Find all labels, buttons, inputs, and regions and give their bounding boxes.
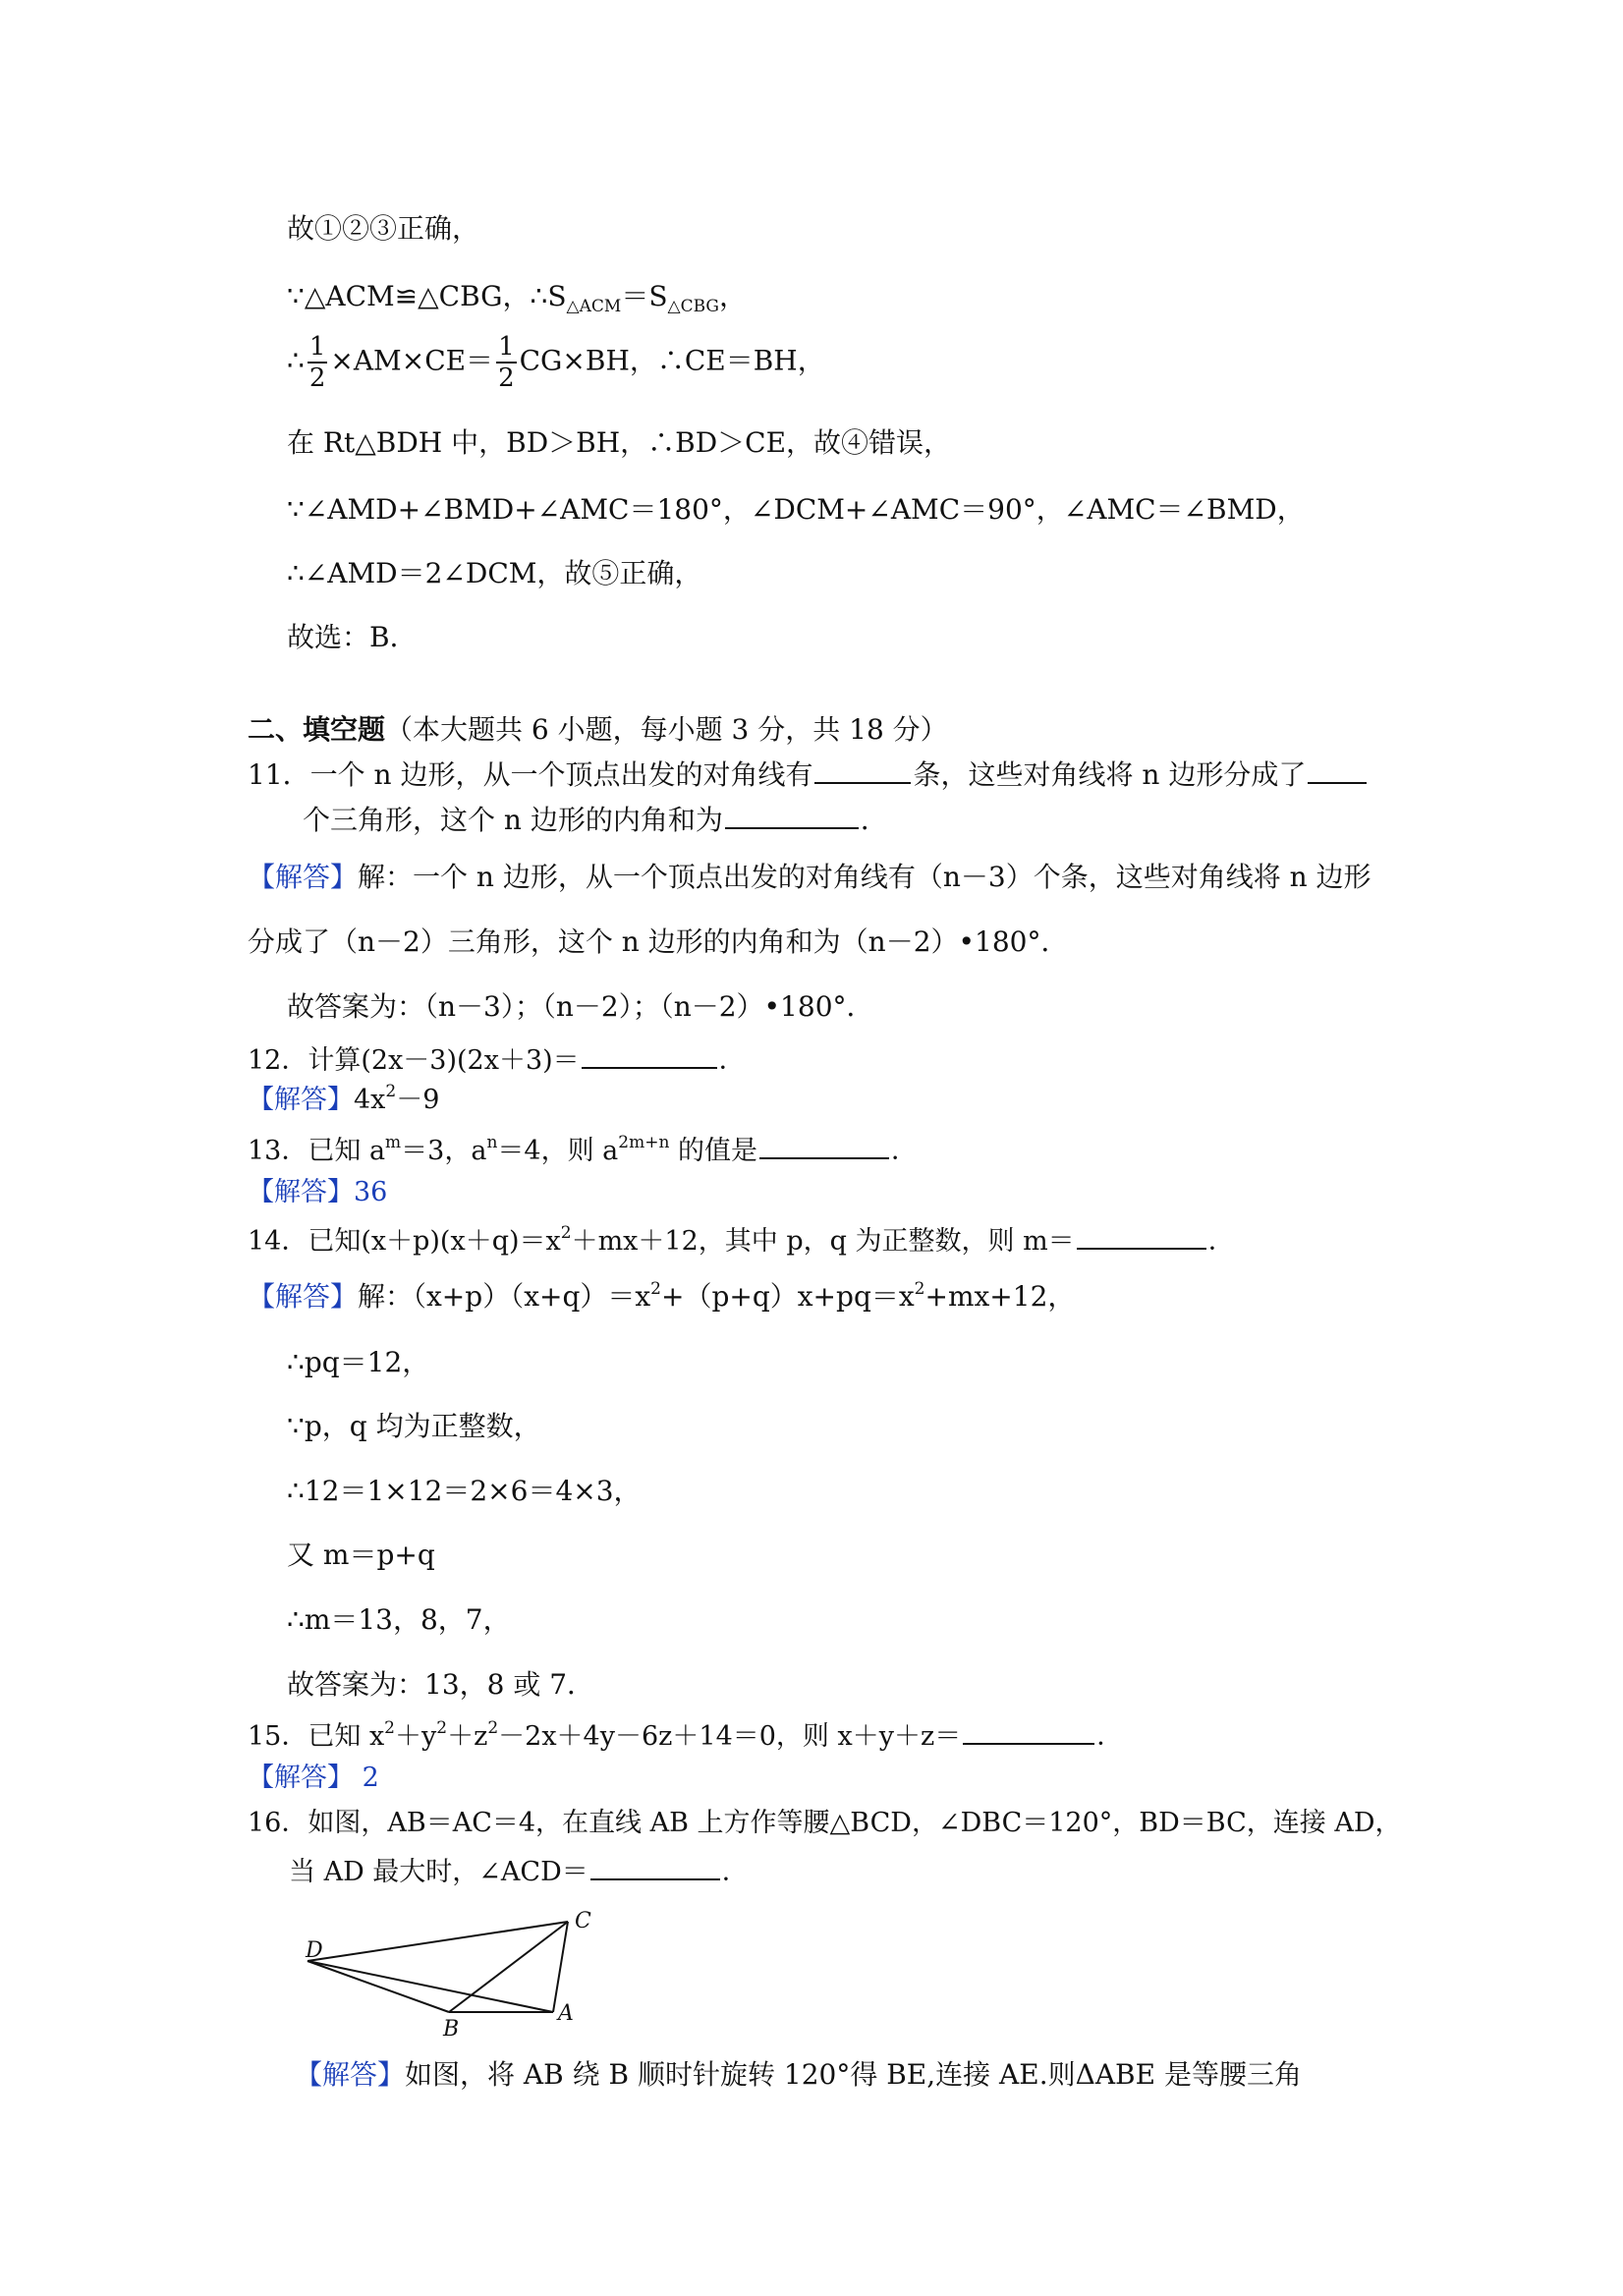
answer-14-line: ∴pq＝12，: [287, 1346, 430, 1378]
solution-line: 故选：B．: [287, 621, 418, 653]
question-14: 14．已知$(x+p)(x+q)=x^2+mx+12$，其中 p，q 为正整数，则 m＝ ．: [248, 1220, 1235, 1260]
answer-16: 【解答】如图，将 AB 绕 B 顺时针旋转 120°得 BE,连接 AE.则ΔABE 是等腰三角: [295, 2058, 1302, 2091]
solution-line: ∵△ACM≌△CBG，$\therefore S_{\triangle ACM}=S_{\triangle CBG}$，: [287, 280, 747, 316]
answer-14: 【解答】解：$(x+p)(x+q)=x^2+(p+q)x+pq=x^2+mx+12$，: [248, 1279, 1076, 1313]
answer-11-final: 故答案为：（n－3）；（n－2）；（n－2）•180°．: [287, 990, 874, 1023]
answer-14-line: ∴m＝13，8，7，: [287, 1603, 511, 1636]
fraction: $\frac{1}{2}$: [498, 332, 515, 393]
solution-line: ∴∠AMD＝2∠DCM，故⑤正确，: [287, 557, 702, 589]
solution-line: 故①②③正确，: [287, 212, 480, 245]
answer-14-line: 又 m＝p+q: [287, 1539, 435, 1571]
answer-14-line: ∵p，q 均为正整数，: [287, 1410, 541, 1442]
segment-DC: [308, 1922, 568, 1961]
answer-15: 【解答】 2: [248, 1763, 379, 1793]
answer-14-final: 故答案为：13，8 或 7．: [287, 1668, 595, 1701]
solution-line: ∴ $\frac{1}{2}$ ×AM×CE＝ $\frac{1}{2}$ CG×BH，∴CE＝BH，: [287, 332, 825, 393]
answer-14-line: ∴12＝1×12＝2×6＝4×3，: [287, 1475, 642, 1507]
solution-line: 在 Rt△BDH 中，BD＞BH，∴BD＞CE，故④错误，: [287, 426, 952, 459]
point-label-D: D: [306, 1938, 323, 1963]
question-12: 12．计算(2x－3)(2x＋3)＝ ．: [248, 1039, 746, 1079]
answer-11-cont: 分成了（n－2）三角形，这个 n 边形的内角和为（n－2）•180°．: [248, 925, 1069, 958]
question-16: 16．如图，AB＝AC＝4，在直线 AB 上方作等腰△BCD，∠DBC＝120°，BD＝BC，连接 AD，: [248, 1808, 1402, 1838]
question-13: 13．已知 $a^m=3$，$a^n=4$，则 $a^{2m+n}$ 的值是 ．: [248, 1130, 918, 1169]
answer-13: 【解答】36: [248, 1177, 388, 1207]
triangle-figure: [291, 1908, 605, 2041]
segment-AC: [553, 1922, 568, 2012]
point-label-C: C: [575, 1909, 591, 1933]
question-15: 15．已知 $x^2+y^2+z^2-2x+4y-6z+14=0$，则 x＋y＋z＝ ．: [248, 1715, 1123, 1755]
solution-line: ∵∠AMD+∠BMD+∠AMC＝180°，∠DCM+∠AMC＝90°，∠AMC＝∠BMD，: [287, 493, 1305, 526]
fraction: $\frac{1}{2}$: [308, 332, 326, 393]
segment-BC: [449, 1922, 568, 2012]
section-heading: 二、填空题（本大题共 6 小题，每小题 3 分，共 18 分）: [248, 713, 948, 746]
answer-12: 【解答】$4x^2-9$: [248, 1082, 440, 1115]
question-11: 11．一个 n 边形，从一个顶点出发的对角线有 条，这些对角线将 n 边形分成了: [248, 755, 1369, 795]
answer-11: 【解答】解：一个 n 边形，从一个顶点出发的对角线有（n－3）个条，这些对角线将 n 边形: [248, 861, 1371, 893]
point-label-A: A: [558, 2001, 574, 2026]
question-11-cont: 个三角形，这个 n 边形的内角和为 ．: [303, 800, 888, 840]
point-label-B: B: [443, 2017, 460, 2041]
question-16-cont: 当 AD 最大时，∠ACD＝ ．: [289, 1851, 749, 1890]
